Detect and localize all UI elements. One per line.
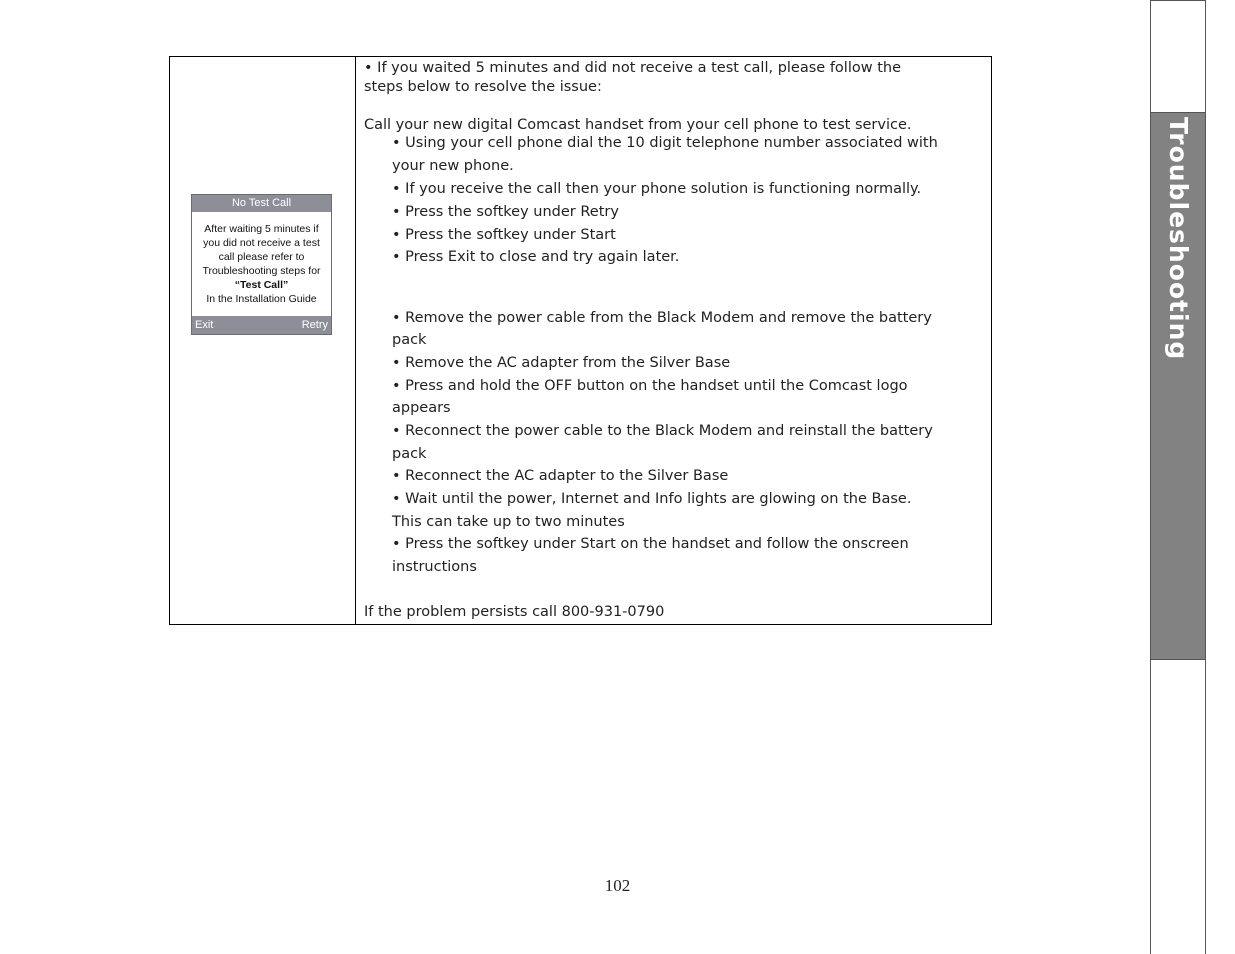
step-line: • Using your cell phone dial the 10 digit telephone number associated with bbox=[392, 135, 938, 151]
step-line: instructions bbox=[392, 559, 477, 575]
step-line: • Reconnect the AC adapter to the Silver Base bbox=[392, 468, 729, 484]
screen-message-line: you did not receive a test bbox=[203, 237, 320, 249]
screen-message bbox=[192, 212, 331, 320]
screen-message-line-bold: “Test Call” bbox=[234, 279, 289, 291]
screen-message-line: Troubleshooting steps for bbox=[202, 265, 321, 277]
step-line: your new phone. bbox=[392, 158, 514, 174]
screen-message-line: call please refer to bbox=[218, 251, 305, 263]
intro-line: steps below to resolve the issue: bbox=[364, 79, 602, 95]
step-line: This can take up to two minutes bbox=[392, 514, 625, 530]
step-line: • Press the softkey under Retry bbox=[392, 204, 619, 220]
step-line: • If you receive the call then your phone solution is functioning normally. bbox=[392, 181, 922, 197]
softkey-exit-label: Exit bbox=[195, 319, 214, 331]
softkey-retry-label: Retry bbox=[301, 319, 328, 331]
instructions-cell bbox=[356, 57, 991, 624]
step-line: • Press and hold the OFF button on the handset until the Comcast logo bbox=[392, 378, 908, 394]
step-line: • Press Exit to close and try again later. bbox=[392, 249, 680, 265]
page-number: 102 bbox=[604, 876, 631, 895]
step-line: • Wait until the power, Internet and Info lights are glowing on the Base. bbox=[392, 491, 912, 507]
intro-line: • If you waited 5 minutes and did not receive a test call, please follow the bbox=[364, 60, 901, 76]
handset-screen-illustration bbox=[191, 194, 332, 335]
screen-message-line: After waiting 5 minutes if bbox=[204, 223, 319, 235]
screen-softkey-bar bbox=[192, 316, 331, 334]
section-tab-label: Troubleshooting bbox=[1164, 117, 1193, 361]
step-line: pack bbox=[392, 446, 427, 462]
call-instruction: Call your new digital Comcast handset from your cell phone to test service. bbox=[364, 117, 912, 133]
screen-image-cell bbox=[170, 57, 356, 624]
step-line: • Reconnect the power cable to the Black Modem and reinstall the battery bbox=[392, 423, 933, 439]
step-line: appears bbox=[392, 400, 451, 416]
step-line: • Press the softkey under Start bbox=[392, 227, 616, 243]
step-line: • Remove the AC adapter from the Silver Base bbox=[392, 355, 731, 371]
screen-title: No Test Call bbox=[192, 195, 331, 212]
step-line: • Press the softkey under Start on the handset and follow the onscreen bbox=[392, 536, 909, 552]
screen-message-line: In the Installation Guide bbox=[206, 293, 317, 305]
support-phone-line: If the problem persists call 800-931-0790 bbox=[364, 604, 665, 620]
step-line: • Remove the power cable from the Black Modem and remove the battery bbox=[392, 310, 932, 326]
step-line: pack bbox=[392, 332, 427, 348]
troubleshooting-table bbox=[169, 56, 992, 625]
